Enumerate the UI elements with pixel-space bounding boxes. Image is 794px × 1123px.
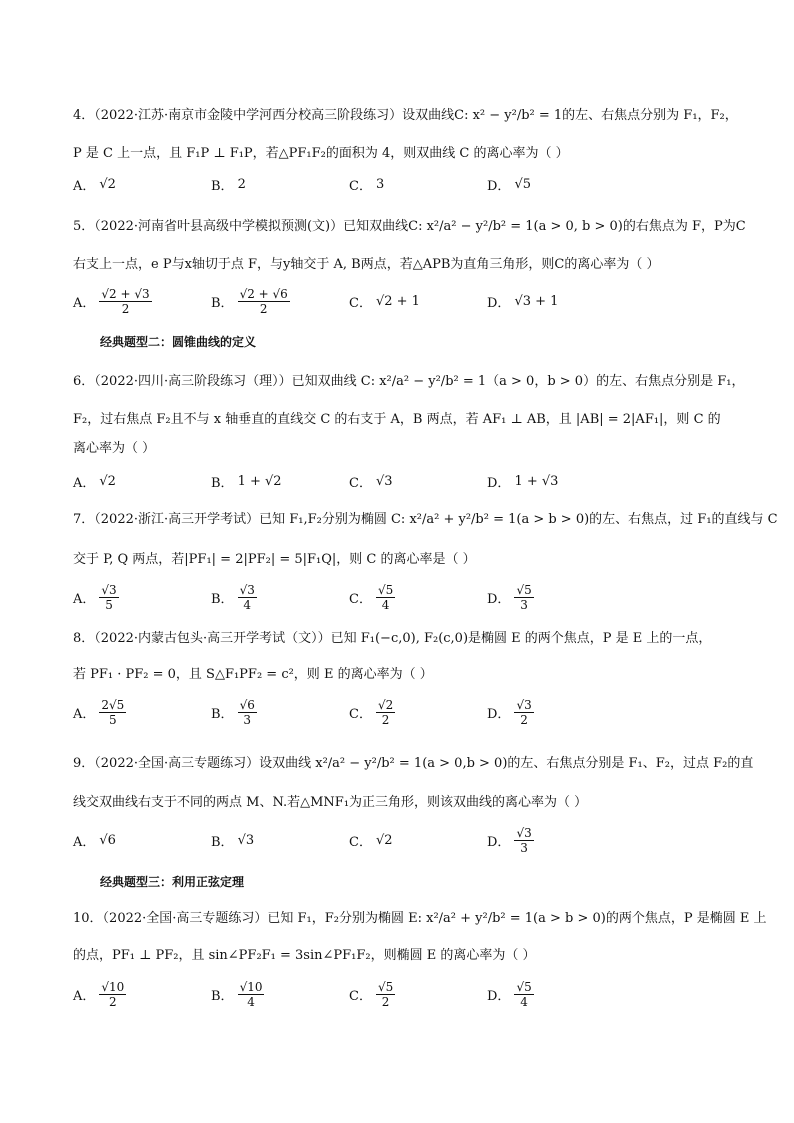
- question-9-options: [73, 826, 733, 855]
- fraction: $\frac{√10}{2}$: [101, 980, 125, 1009]
- option-a: A． $\frac{√3}{5}$: [73, 583, 117, 612]
- question-8-options: [73, 698, 733, 727]
- option-b: B． $\frac{√6}{3}$: [211, 698, 255, 727]
- question-4-line-1: 4．（2022·江苏·南京市金陵中学河西分校高三阶段练习）设双曲线C: x² − y²/b² = 1的左、右焦点分别为 F₁，F₂，: [73, 108, 738, 123]
- question-4-options: [73, 175, 733, 194]
- section-heading-3: 经典题型三：利用正弦定理: [100, 875, 245, 889]
- fraction: $\frac{2√5}{5}$: [101, 698, 125, 727]
- question-5-line-2: 右支上一点，e P与x轴切于点 F，与y轴交于 A, B两点，若△APB为直角三角形，则C的离心率为（ ）: [73, 257, 660, 272]
- option-a: A． √6: [73, 833, 116, 850]
- fraction: $\frac{√5}{2}$: [377, 980, 394, 1009]
- option-d: D． $\frac{√5}{4}$: [487, 980, 532, 1009]
- question-7-line-2: 交于 P, Q 两点，若|PF₁| = 2|PF₂| = 5|F₁Q|，则 C 的离心率是（ ）: [73, 552, 476, 567]
- option-d: D． $\frac{√3}{2}$: [487, 698, 532, 727]
- option-d: D． 1 + √3: [487, 474, 559, 491]
- option-b: B． 1 + √2: [211, 474, 282, 491]
- question-6-line-1: 6．（2022·四川·高三阶段练习（理））已知双曲线 C: x²/a² − y²/b² = 1（a > 0，b > 0）的左、右焦点分别是 F₁，: [73, 374, 745, 389]
- question-9-line-2: 线交双曲线右支于不同的两点 M、N.若△MNF₁为正三角形，则该双曲线的离心率为（ ）: [73, 795, 588, 810]
- option-d: D． $\frac{√3}{3}$: [487, 826, 532, 855]
- option-d: D． √5: [487, 177, 531, 194]
- option-c: C． $\frac{√5}{4}$: [349, 583, 394, 612]
- question-6-line-3: 离心率为（ ）: [73, 441, 156, 456]
- fraction: $\frac{√2}{2}$: [377, 698, 394, 727]
- option-b: B． $\frac{√10}{4}$: [211, 980, 263, 1009]
- question-5-options: [73, 287, 733, 316]
- fraction: $\frac{√2 + √6}{2}$: [239, 287, 288, 316]
- option-a: A． $\frac{√10}{2}$: [73, 980, 125, 1009]
- question-7-line-1: 7．（2022·浙江·高三开学考试）已知 F₁,F₂分别为椭圆 C: x²/a² + y²/b² = 1(a > b > 0)的左、右焦点，过 F₁的直线与 C: [73, 512, 778, 527]
- option-c: C． 3: [349, 177, 385, 194]
- option-b: B． 2: [211, 177, 246, 194]
- question-10-line-2: 的点，PF₁ ⊥ PF₂，且 sin∠PF₂F₁ = 3sin∠PF₁F₂，则椭圆 E 的离心率为（ ）: [73, 948, 536, 963]
- fraction: $\frac{√3}{4}$: [239, 583, 255, 612]
- fraction: $\frac{√10}{4}$: [239, 980, 263, 1009]
- fraction: $\frac{√5}{4}$: [377, 583, 394, 612]
- fraction: $\frac{√6}{3}$: [239, 698, 255, 727]
- question-7-options: [73, 583, 733, 612]
- fraction: $\frac{√3}{3}$: [516, 826, 532, 855]
- option-b: B． $\frac{√2 + √6}{2}$: [211, 287, 288, 316]
- question-8-line-2: 若 PF₁ · PF₂ = 0，且 S△F₁PF₂ = c²，则 E 的离心率为（ ）: [73, 667, 433, 682]
- option-b: B． √3: [211, 833, 255, 850]
- option-c: C． √2: [349, 833, 393, 850]
- option-a: A． $\frac{2√5}{5}$: [73, 698, 125, 727]
- question-9-line-1: 9．（2022·全国·高三专题练习）设双曲线 x²/a² − y²/b² = 1(a > 0,b > 0)的左、右焦点分别是 F₁、F₂，过点 F₂的直: [73, 756, 754, 771]
- option-d: D． √3 + 1: [487, 294, 559, 311]
- question-10-line-1: 10．（2022·全国·高三专题练习）已知 F₁，F₂分别为椭圆 E: x²/a² + y²/b² = 1(a > b > 0)的两个焦点，P 是椭圆 E 上: [73, 911, 767, 926]
- option-a: A． √2: [73, 474, 116, 491]
- question-5-line-1: 5．（2022·河南省叶县高级中学模拟预测(文)）已知双曲线C: x²/a² − y²/b² = 1(a > 0, b > 0)的右焦点为 F，P为C: [73, 219, 746, 234]
- option-d: D． $\frac{√5}{3}$: [487, 583, 532, 612]
- option-c: C． $\frac{√5}{2}$: [349, 980, 394, 1009]
- option-c: C． $\frac{√2}{2}$: [349, 698, 394, 727]
- fraction: $\frac{√3}{2}$: [516, 698, 532, 727]
- option-a: A． $\frac{√2 + √3}{2}$: [73, 287, 150, 316]
- question-8-line-1: 8．（2022·内蒙古包头·高三开学考试（文））已知 F₁(−c,0), F₂(c,0)是椭圆 E 的两个焦点，P 是 E 上的一点，: [73, 631, 712, 646]
- question-6-line-2: F₂，过右焦点 F₂且不与 x 轴垂直的直线交 C 的右支于 A，B 两点，若 AF₁ ⊥ AB，且 |AB| = 2|AF₁|，则 C 的: [73, 412, 721, 427]
- fraction: $\frac{√5}{4}$: [516, 980, 532, 1009]
- fraction: $\frac{√3}{5}$: [101, 583, 117, 612]
- option-c: C． √3: [349, 474, 393, 491]
- question-4-line-2: P 是 C 上一点，且 F₁P ⊥ F₁P，若△PF₁F₂的面积为 4，则双曲线 C 的离心率为（ ）: [73, 146, 569, 161]
- option-b: B． $\frac{√3}{4}$: [211, 583, 255, 612]
- section-heading-2: 经典题型二：圆锥曲线的定义: [100, 335, 257, 349]
- option-a: A． √2: [73, 177, 116, 194]
- fraction: $\frac{√2 + √3}{2}$: [101, 287, 150, 316]
- fraction: $\frac{√5}{3}$: [516, 583, 532, 612]
- option-c: C． √2 + 1: [349, 294, 420, 311]
- question-6-options: [73, 472, 733, 491]
- question-10-options: [73, 980, 733, 1009]
